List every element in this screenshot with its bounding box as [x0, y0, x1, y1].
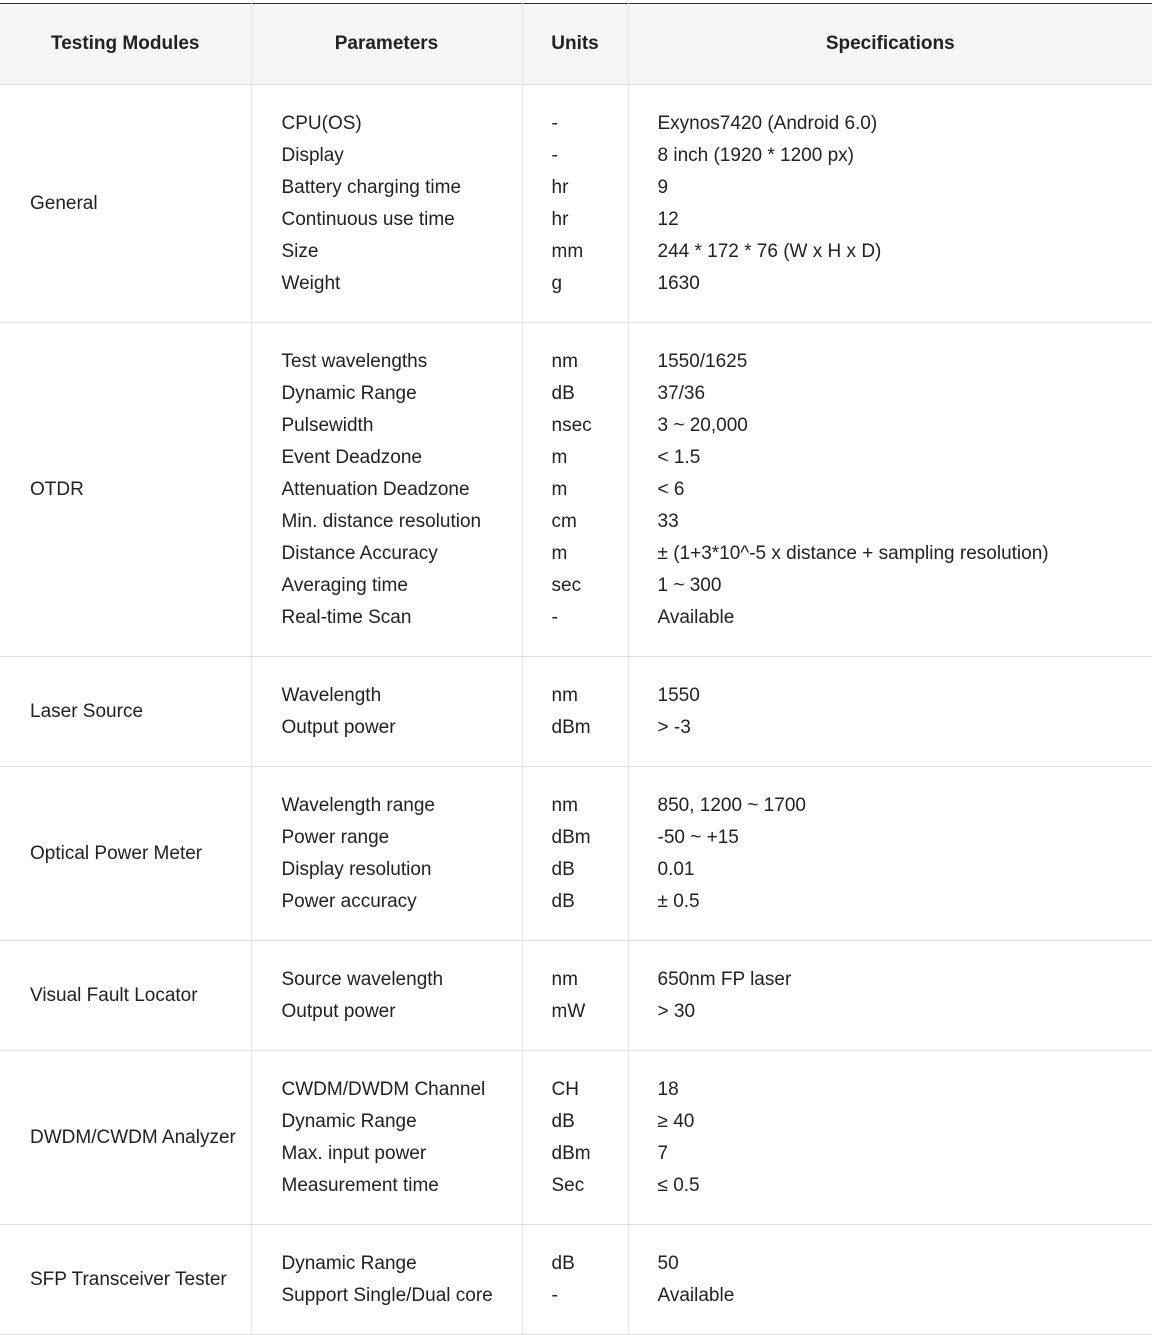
- unit-value: mm: [552, 236, 628, 268]
- parameter-name: Pulsewidth: [282, 410, 522, 442]
- spec-value: 18: [658, 1074, 1152, 1106]
- table-header: [0, 4, 1152, 85]
- parameter-name: Support Single/Dual core: [282, 1280, 522, 1312]
- module-name: OTDR: [0, 323, 251, 657]
- spec-value: 1550/1625: [658, 346, 1152, 378]
- parameter-name: Distance Accuracy: [282, 538, 522, 570]
- parameters-cell: [251, 657, 522, 767]
- table-row: [0, 767, 1152, 941]
- table-row: [0, 323, 1152, 657]
- header-units: Units: [522, 4, 628, 85]
- unit-value: cm: [552, 506, 628, 538]
- spec-value: 3 ~ 20,000: [658, 410, 1152, 442]
- spec-value: 9: [658, 172, 1152, 204]
- module-name: Laser Source: [0, 657, 251, 767]
- parameters-cell: [251, 1225, 522, 1335]
- parameter-name: Battery charging time: [282, 172, 522, 204]
- table-row: [0, 657, 1152, 767]
- parameter-name: Measurement time: [282, 1170, 522, 1202]
- spec-value: < 6: [658, 474, 1152, 506]
- unit-value: m: [552, 442, 628, 474]
- unit-value: dB: [552, 378, 628, 410]
- unit-value: dBm: [552, 822, 628, 854]
- parameter-name: Test wavelengths: [282, 346, 522, 378]
- spec-value: 12: [658, 204, 1152, 236]
- unit-value: dB: [552, 854, 628, 886]
- unit-value: nm: [552, 680, 628, 712]
- parameters-cell: [251, 1051, 522, 1225]
- parameter-name: Max. input power: [282, 1138, 522, 1170]
- unit-value: dBm: [552, 712, 628, 744]
- specifications-cell: [628, 657, 1152, 767]
- module-name: SFP Transceiver Tester: [0, 1225, 251, 1335]
- unit-value: -: [552, 108, 628, 140]
- unit-value: hr: [552, 172, 628, 204]
- unit-value: hr: [552, 204, 628, 236]
- table-row: [0, 1051, 1152, 1225]
- spec-table: [0, 3, 1152, 1335]
- unit-value: CH: [552, 1074, 628, 1106]
- parameter-name: Power accuracy: [282, 886, 522, 918]
- unit-value: nm: [552, 964, 628, 996]
- parameters-cell: [251, 323, 522, 657]
- specifications-cell: [628, 1225, 1152, 1335]
- parameters-cell: [251, 767, 522, 941]
- parameter-name: Continuous use time: [282, 204, 522, 236]
- module-name: General: [0, 85, 251, 323]
- spec-value: 850, 1200 ~ 1700: [658, 790, 1152, 822]
- table-body: [0, 85, 1152, 1335]
- parameter-name: Output power: [282, 712, 522, 744]
- specifications-cell: [628, 1051, 1152, 1225]
- unit-value: dB: [552, 1248, 628, 1280]
- spec-value: ≥ 40: [658, 1106, 1152, 1138]
- module-name: DWDM/CWDM Analyzer: [0, 1051, 251, 1225]
- units-cell: [522, 323, 628, 657]
- table-row: [0, 1225, 1152, 1335]
- spec-value: 244 * 172 * 76 (W x H x D): [658, 236, 1152, 268]
- units-cell: [522, 941, 628, 1051]
- parameter-name: Wavelength: [282, 680, 522, 712]
- unit-value: -: [552, 1280, 628, 1312]
- parameter-name: Event Deadzone: [282, 442, 522, 474]
- units-cell: [522, 1051, 628, 1225]
- spec-value: < 1.5: [658, 442, 1152, 474]
- units-cell: [522, 767, 628, 941]
- parameter-name: Display: [282, 140, 522, 172]
- spec-value: 0.01: [658, 854, 1152, 886]
- table-row: [0, 85, 1152, 323]
- table-row: [0, 941, 1152, 1051]
- units-cell: [522, 1225, 628, 1335]
- unit-value: dBm: [552, 1138, 628, 1170]
- spec-value: 1 ~ 300: [658, 570, 1152, 602]
- spec-value: Available: [658, 602, 1152, 634]
- spec-value: > -3: [658, 712, 1152, 744]
- parameter-name: Dynamic Range: [282, 1248, 522, 1280]
- parameter-name: Attenuation Deadzone: [282, 474, 522, 506]
- units-cell: [522, 657, 628, 767]
- spec-value: 650nm FP laser: [658, 964, 1152, 996]
- unit-value: nm: [552, 346, 628, 378]
- unit-value: g: [552, 268, 628, 300]
- parameter-name: Averaging time: [282, 570, 522, 602]
- unit-value: nsec: [552, 410, 628, 442]
- unit-value: -: [552, 140, 628, 172]
- parameter-name: Real-time Scan: [282, 602, 522, 634]
- spec-value: 1630: [658, 268, 1152, 300]
- specifications-cell: [628, 323, 1152, 657]
- unit-value: m: [552, 474, 628, 506]
- spec-value: 7: [658, 1138, 1152, 1170]
- spec-value: > 30: [658, 996, 1152, 1028]
- spec-value: -50 ~ +15: [658, 822, 1152, 854]
- header-row: [0, 4, 1152, 85]
- spec-value: 8 inch (1920 * 1200 px): [658, 140, 1152, 172]
- parameter-name: Power range: [282, 822, 522, 854]
- specifications-cell: [628, 85, 1152, 323]
- spec-value: 50: [658, 1248, 1152, 1280]
- parameter-name: Display resolution: [282, 854, 522, 886]
- spec-value: Exynos7420 (Android 6.0): [658, 108, 1152, 140]
- units-cell: [522, 85, 628, 323]
- unit-value: nm: [552, 790, 628, 822]
- parameter-name: CWDM/DWDM Channel: [282, 1074, 522, 1106]
- unit-value: m: [552, 538, 628, 570]
- unit-value: sec: [552, 570, 628, 602]
- specifications-cell: [628, 767, 1152, 941]
- specifications-cell: [628, 941, 1152, 1051]
- parameters-cell: [251, 941, 522, 1051]
- spec-value: 1550: [658, 680, 1152, 712]
- unit-value: dB: [552, 1106, 628, 1138]
- unit-value: mW: [552, 996, 628, 1028]
- unit-value: -: [552, 602, 628, 634]
- module-name: Optical Power Meter: [0, 767, 251, 941]
- unit-value: Sec: [552, 1170, 628, 1202]
- header-specifications: Specifications: [628, 4, 1152, 85]
- spec-value: 37/36: [658, 378, 1152, 410]
- parameter-name: Weight: [282, 268, 522, 300]
- parameter-name: Dynamic Range: [282, 1106, 522, 1138]
- header-testing-modules: Testing Modules: [0, 4, 251, 85]
- parameter-name: Output power: [282, 996, 522, 1028]
- parameter-name: Min. distance resolution: [282, 506, 522, 538]
- parameter-name: Wavelength range: [282, 790, 522, 822]
- parameter-name: Size: [282, 236, 522, 268]
- module-name: Visual Fault Locator: [0, 941, 251, 1051]
- spec-value: 33: [658, 506, 1152, 538]
- unit-value: dB: [552, 886, 628, 918]
- spec-value: ± (1+3*10^-5 x distance + sampling resolution): [658, 538, 1152, 570]
- spec-value: Available: [658, 1280, 1152, 1312]
- parameter-name: Dynamic Range: [282, 378, 522, 410]
- parameter-name: Source wavelength: [282, 964, 522, 996]
- parameters-cell: [251, 85, 522, 323]
- spec-value: ± 0.5: [658, 886, 1152, 918]
- header-parameters: Parameters: [251, 4, 522, 85]
- parameter-name: CPU(OS): [282, 108, 522, 140]
- spec-value: ≤ 0.5: [658, 1170, 1152, 1202]
